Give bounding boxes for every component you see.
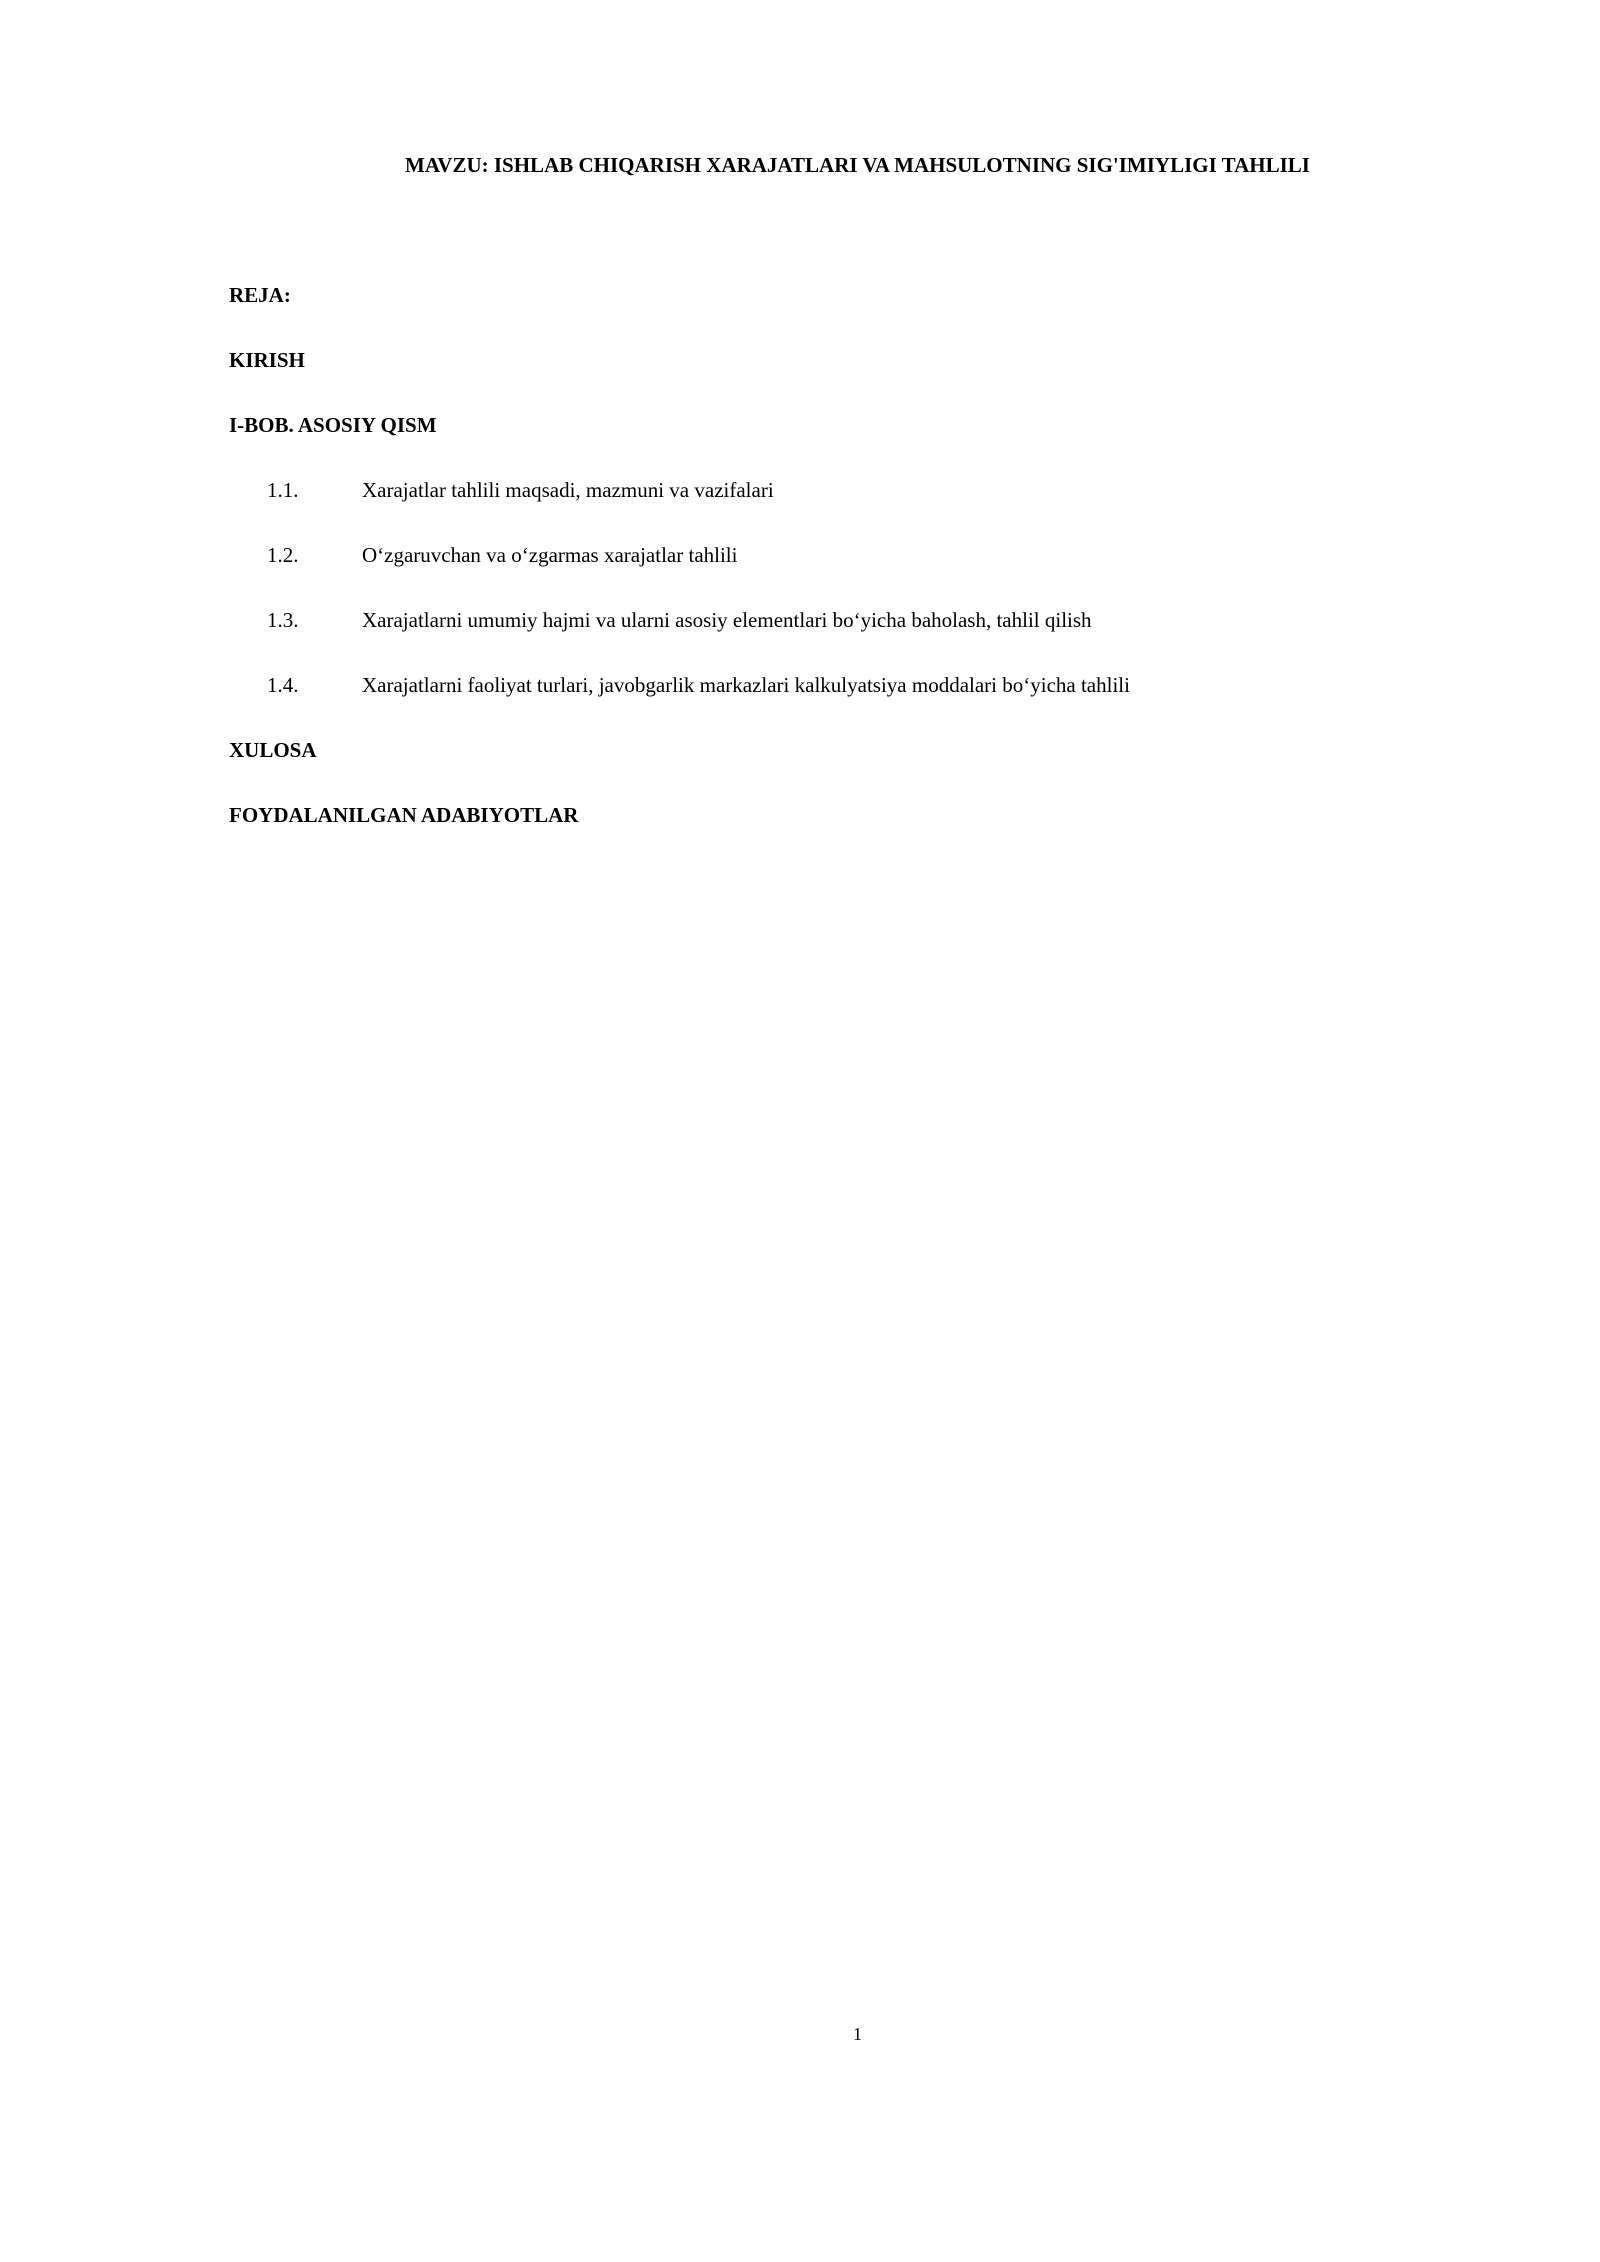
chapter-heading: I-BOB. ASOSIY QISM [229, 413, 437, 437]
document-title: MAVZU: ISHLAB CHIQARISH XARAJATLARI VA MAHSULOTNING SIG'IMIYLIGI TAHLILI [405, 153, 1310, 177]
toc-item-text: Xarajatlar tahlili maqsadi, mazmuni va vazifalari [362, 478, 774, 502]
toc-item-number: 1.1. [267, 478, 299, 502]
plan-heading: REJA: [229, 283, 291, 307]
toc-item-number: 1.2. [267, 543, 299, 567]
toc-item-number: 1.3. [267, 608, 299, 632]
references-heading: FOYDALANILGAN ADABIYOTLAR [229, 803, 579, 827]
page-number: 1 [853, 2024, 862, 2044]
toc-item-text: Xarajatlarni faoliyat turlari, javobgarlik markazlari kalkulyatsiya moddalari bo‘yicha tahlili [362, 673, 1130, 697]
introduction-heading: KIRISH [229, 348, 305, 372]
toc-item-number: 1.4. [267, 673, 299, 697]
toc-item-text: Xarajatlarni umumiy hajmi va ularni asosiy elementlari bo‘yicha baholash, tahlil qilish [362, 608, 1092, 632]
toc-item-text: O‘zgaruvchan va o‘zgarmas xarajatlar tahlili [362, 543, 738, 567]
conclusion-heading: XULOSA [229, 738, 317, 762]
